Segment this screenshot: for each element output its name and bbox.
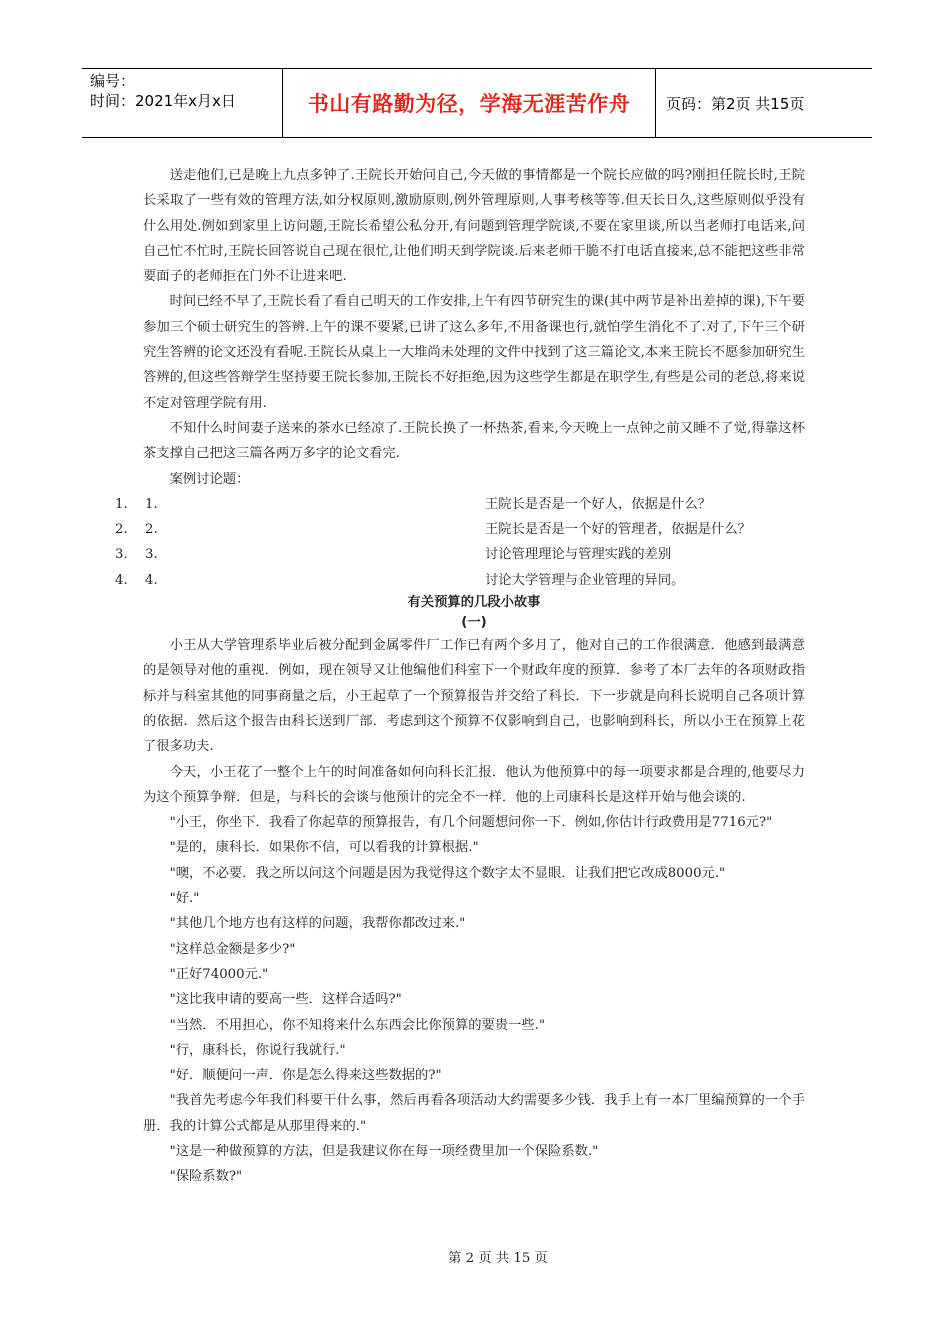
- dialogue-line: "这是一种做预算的方法，但是我建议你在每一项经费里加一个保险系数.": [169, 1143, 599, 1159]
- list-number: 1.: [115, 496, 128, 512]
- question-text: 讨论管理理论与管理实践的差别: [485, 547, 672, 563]
- dialogue-line: "其他几个地方也有这样的问题，我帮你都改过来.": [169, 916, 466, 932]
- dialogue-line: "好．顺便问一声．你是怎么得来这些数据的?": [169, 1068, 442, 1084]
- document-body: [115, 163, 805, 1190]
- paragraph: 不知什么时间妻子送来的茶水已经凉了.王院长换了一杯热茶,看来,今天晚上一点钟之前又睡不了觉,得靠这杯茶支撑自己把这三篇各两万多字的论文看完.: [143, 420, 805, 462]
- dialogue-line: "行，康科长，你说行我就行.": [169, 1042, 346, 1058]
- list-item: [115, 542, 805, 567]
- list-number: 4.: [115, 572, 128, 588]
- question-text: 王院长是否是一个好的管理者，依据是什么？: [485, 522, 751, 538]
- dialogue-line: "小王，你坐下．我看了你起草的预算报告，有几个问题想问你一下．例如,你估计行政费用是7716元?": [169, 815, 773, 831]
- header-table: [82, 68, 872, 138]
- section-subtitle: (一): [461, 615, 487, 631]
- dialogue-line: "好.": [169, 891, 200, 907]
- paragraph: 送走他们,已是晚上九点多钟了.王院长开始问自己,今天做的事情都是一个院长应做的吗?刚担任院长时,王院长采取了一些有效的管理方法,如分权原则,激励原则,例外管理原则,人事考核等等.但天长日久,这些原则似乎没有什么用处.例如到家里上访问题,王院长希望公私分开,有问题到管理学院谈,不要在家里谈,所以当老师打电话来,问自己忙不忙时,王院长回答说自己现在很忙,让他们明天到学院谈.后来老师干脆不打电话直接来,总不能把这些非常要面子的老师拒在门外不让进来吧.: [143, 168, 805, 285]
- list-number: 2.: [115, 522, 128, 538]
- dialogue-line: "正好74000元.": [169, 966, 269, 982]
- question-list: [115, 492, 805, 593]
- paragraph: 小王从大学管理系毕业后被分配到金属零件厂工作已有两个多月了，他对自己的工作很满意．他感到最满意的是领导对他的重视．例如，现在领导又让他编他们科室下一个财政年度的预算．参考了本厂去年的各项财政指标并与科室其他的同事商量之后，小王起草了一个预算报告并交给了科长．下一步就是向科长说明自己各项计算的依据．然后这个报告由科长送到厂部．考虑到这个预算不仅影响到自己，也影响到科长，所以小王在预算上花了很多功夫.: [143, 638, 805, 755]
- dialogue-line: "这比我申请的要高一些．这样合适吗?": [169, 992, 402, 1008]
- number-label: 编号：: [90, 72, 136, 90]
- list-item: [115, 568, 805, 593]
- list-number-inner: 2.: [145, 522, 158, 538]
- header-meta: [82, 69, 282, 137]
- section-title: 有关预算的几段小故事: [407, 595, 541, 611]
- list-item: [115, 517, 805, 542]
- dialogue-line: "噢，不必要．我之所以问这个问题是因为我觉得这个数字太不显眼．让我们把它改成8000元.": [169, 865, 726, 881]
- paragraph: 今天，小王花了一整个上午的时间准备如何向科长汇报．他认为他预算中的每一项要求都是合理的,他要尽力为这个预算争辩．但是，与科长的会谈与他预计的完全不一样．他的上司康科长是这样开始与他会谈的.: [143, 764, 805, 805]
- dialogue-line: "这样总金额是多少?": [169, 941, 296, 957]
- list-number-inner: 4.: [145, 572, 158, 588]
- question-text: 王院长是否是一个好人，依据是什么？: [485, 496, 712, 512]
- dialogue-line: "我首先考虑今年我们科要干什么事，然后再看各项活动大约需要多少钱．我手上有一本厂里编预算的一个手册．我的计算公式都是从那里得来的.": [143, 1093, 805, 1134]
- header-motto: 书山有路勤为径，学海无涯苦作舟: [282, 69, 656, 137]
- paragraph: 时间已经不早了,王院长看了看自己明天的工作安排,上午有四节研究生的课(其中两节是补出差掉的课),下午要参加三个硕士研究生的答辨.上午的课不要紧,已讲了这么多年,不用备课也行,就怕学生消化不了.对了,下午三个研究生答辨的论文还没有看呢.王院长从桌上一大堆尚未处理的文件中找到了这三篇论文,本来王院长不愿参加研究生答辨的,但这些答辩学生坚持要王院长参加,王院长不好拒绝,因为这些学生都是在职学生,有些是公司的老总,将来说不定对管理学院有用.: [143, 294, 805, 411]
- list-number-inner: 1.: [145, 496, 158, 512]
- discussion-heading: 案例讨论题：: [169, 471, 250, 487]
- list-item: [115, 492, 805, 517]
- header-page-info: 页码：第2页 共15页: [666, 94, 805, 113]
- time-label: 时间：2021年x月x日: [90, 92, 236, 110]
- page-footer: 第 2 页 共 15 页: [448, 1251, 548, 1266]
- list-number-inner: 3.: [145, 547, 158, 563]
- dialogue-line: "保险系数?": [169, 1169, 243, 1185]
- question-text: 讨论大学管理与企业管理的异同。: [485, 572, 685, 588]
- dialogue-line: "是的，康科长．如果你不信，可以看我的计算根据.": [169, 840, 479, 856]
- list-number: 3.: [115, 547, 128, 563]
- dialogue-line: "当然．不用担心，你不知将来什么东西会比你预算的要贵一些.": [169, 1017, 546, 1033]
